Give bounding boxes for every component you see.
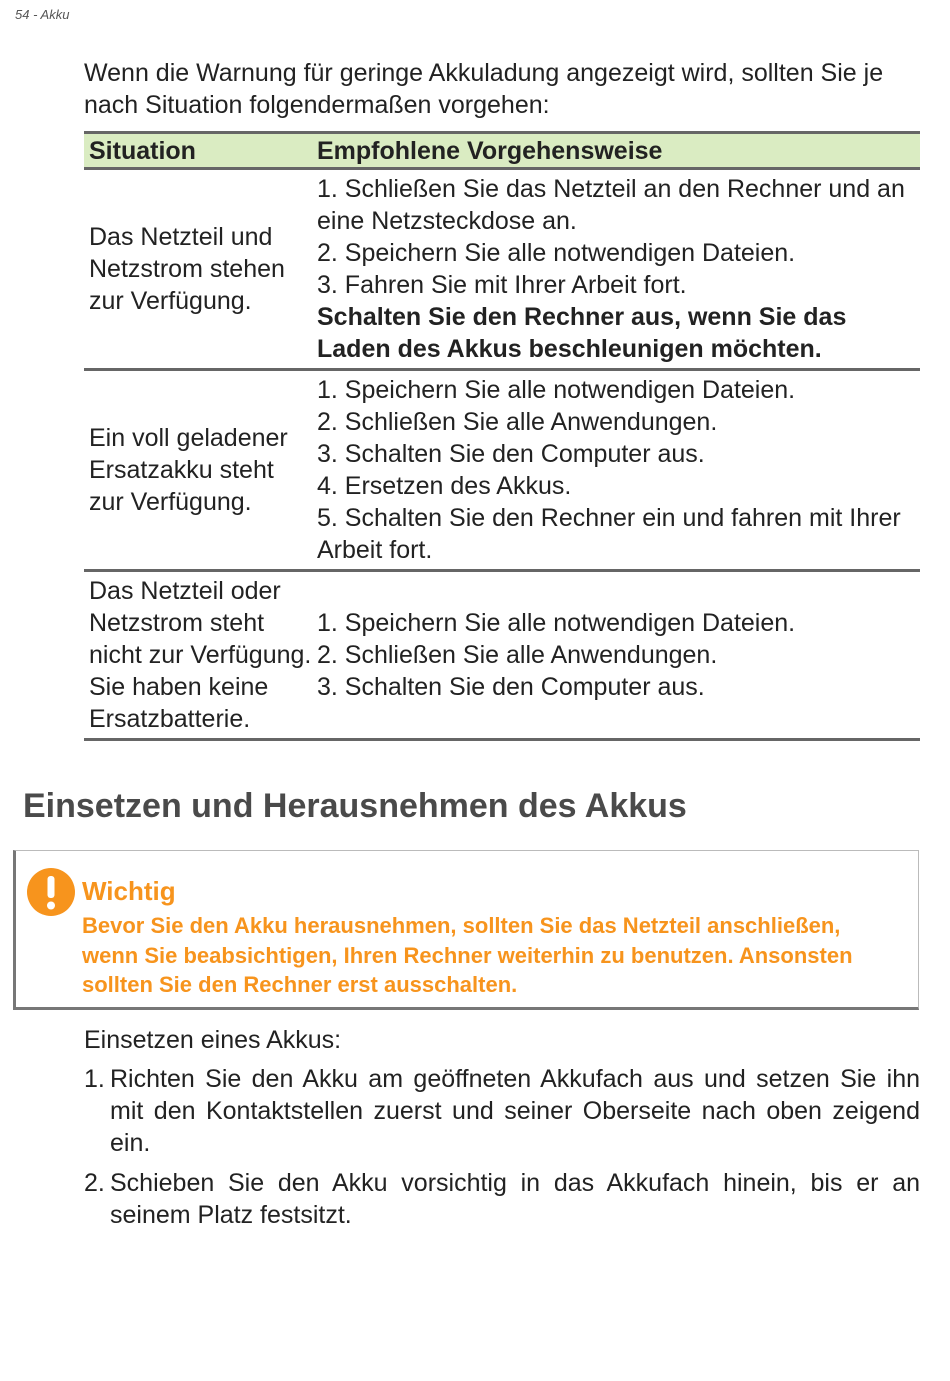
step-number: 2.	[84, 1169, 105, 1197]
insert-steps	[84, 1063, 920, 1239]
step-text: 2. Speichern Sie alle notwendigen Dateien.	[317, 239, 796, 267]
section-title: Einsetzen und Herausnehmen des Akkus	[23, 787, 687, 825]
list-item	[84, 1167, 920, 1231]
step-note: Schalten Sie den Rechner aus, wenn Sie das Laden des Akkus beschleunigen möchten.	[317, 303, 847, 363]
step-text: 3. Fahren Sie mit Ihrer Arbeit fort.	[317, 271, 687, 299]
step-text: 3. Schalten Sie den Computer aus.	[317, 673, 705, 701]
step-text: 1. Speichern Sie alle notwendigen Dateien.	[317, 376, 796, 404]
step-text: Richten Sie den Akku am geöffneten Akkufach aus und setzen Sie ihn mit den Kontaktstellen zuerst und seiner Oberseite nach oben zeigend ein.	[110, 1065, 920, 1157]
steps-cell	[312, 370, 920, 571]
step-text: 5. Schalten Sie den Rechner ein und fahren mit Ihrer Arbeit fort.	[317, 504, 901, 564]
situation-table	[84, 131, 920, 741]
situation-cell: Das Netzteil und Netzstrom stehen zur Verfügung.	[84, 169, 312, 370]
step-text: 2. Schließen Sie alle Anwendungen.	[317, 408, 718, 436]
steps-cell	[312, 571, 920, 740]
steps-cell	[312, 169, 920, 370]
step-text: 3. Schalten Sie den Computer aus.	[317, 440, 705, 468]
warning-title: Wichtig	[82, 876, 176, 906]
table-row	[84, 370, 920, 571]
intro-paragraph: Wenn die Warnung für geringe Akkuladung angezeigt wird, sollten Sie je nach Situation folgendermaßen vorgehen:	[84, 59, 884, 119]
page-header: 54 - Akku	[15, 7, 70, 22]
step-text: Schieben Sie den Akku vorsichtig in das Akkufach hinein, bis er an seinem Platz festsitzt.	[110, 1169, 920, 1229]
step-text: 4. Ersetzen des Akkus.	[317, 472, 572, 500]
step-text: 1. Speichern Sie alle notwendigen Dateien.	[317, 609, 796, 637]
header-recommendation: Empfohlene Vorgehensweise	[312, 133, 920, 169]
exclamation-icon	[27, 868, 75, 916]
table-header-row	[84, 133, 920, 169]
table-row	[84, 169, 920, 370]
step-text: 1. Schließen Sie das Netzteil an den Rechner und an eine Netzsteckdose an.	[317, 175, 905, 235]
insert-title: Einsetzen eines Akkus:	[84, 1026, 342, 1054]
table-row	[84, 571, 920, 740]
warning-text: Bevor Sie den Akku herausnehmen, sollten Sie das Netzteil anschließen, wenn Sie beabsichtigen, Ihren Rechner weiterhin zu benutzen. Ansonsten sollten Sie den Rechner erst ausschalten.	[82, 913, 853, 997]
situation-cell: Ein voll geladener Ersatzakku steht zur Verfügung.	[84, 370, 312, 571]
list-item	[84, 1063, 920, 1159]
warning-box	[13, 850, 919, 1010]
step-number: 1.	[84, 1065, 105, 1093]
header-situation: Situation	[84, 133, 312, 169]
situation-cell: Das Netzteil oder Netzstrom steht nicht zur Verfügung. Sie haben keine Ersatzbatterie.	[84, 571, 312, 740]
step-text: 2. Schließen Sie alle Anwendungen.	[317, 641, 718, 669]
